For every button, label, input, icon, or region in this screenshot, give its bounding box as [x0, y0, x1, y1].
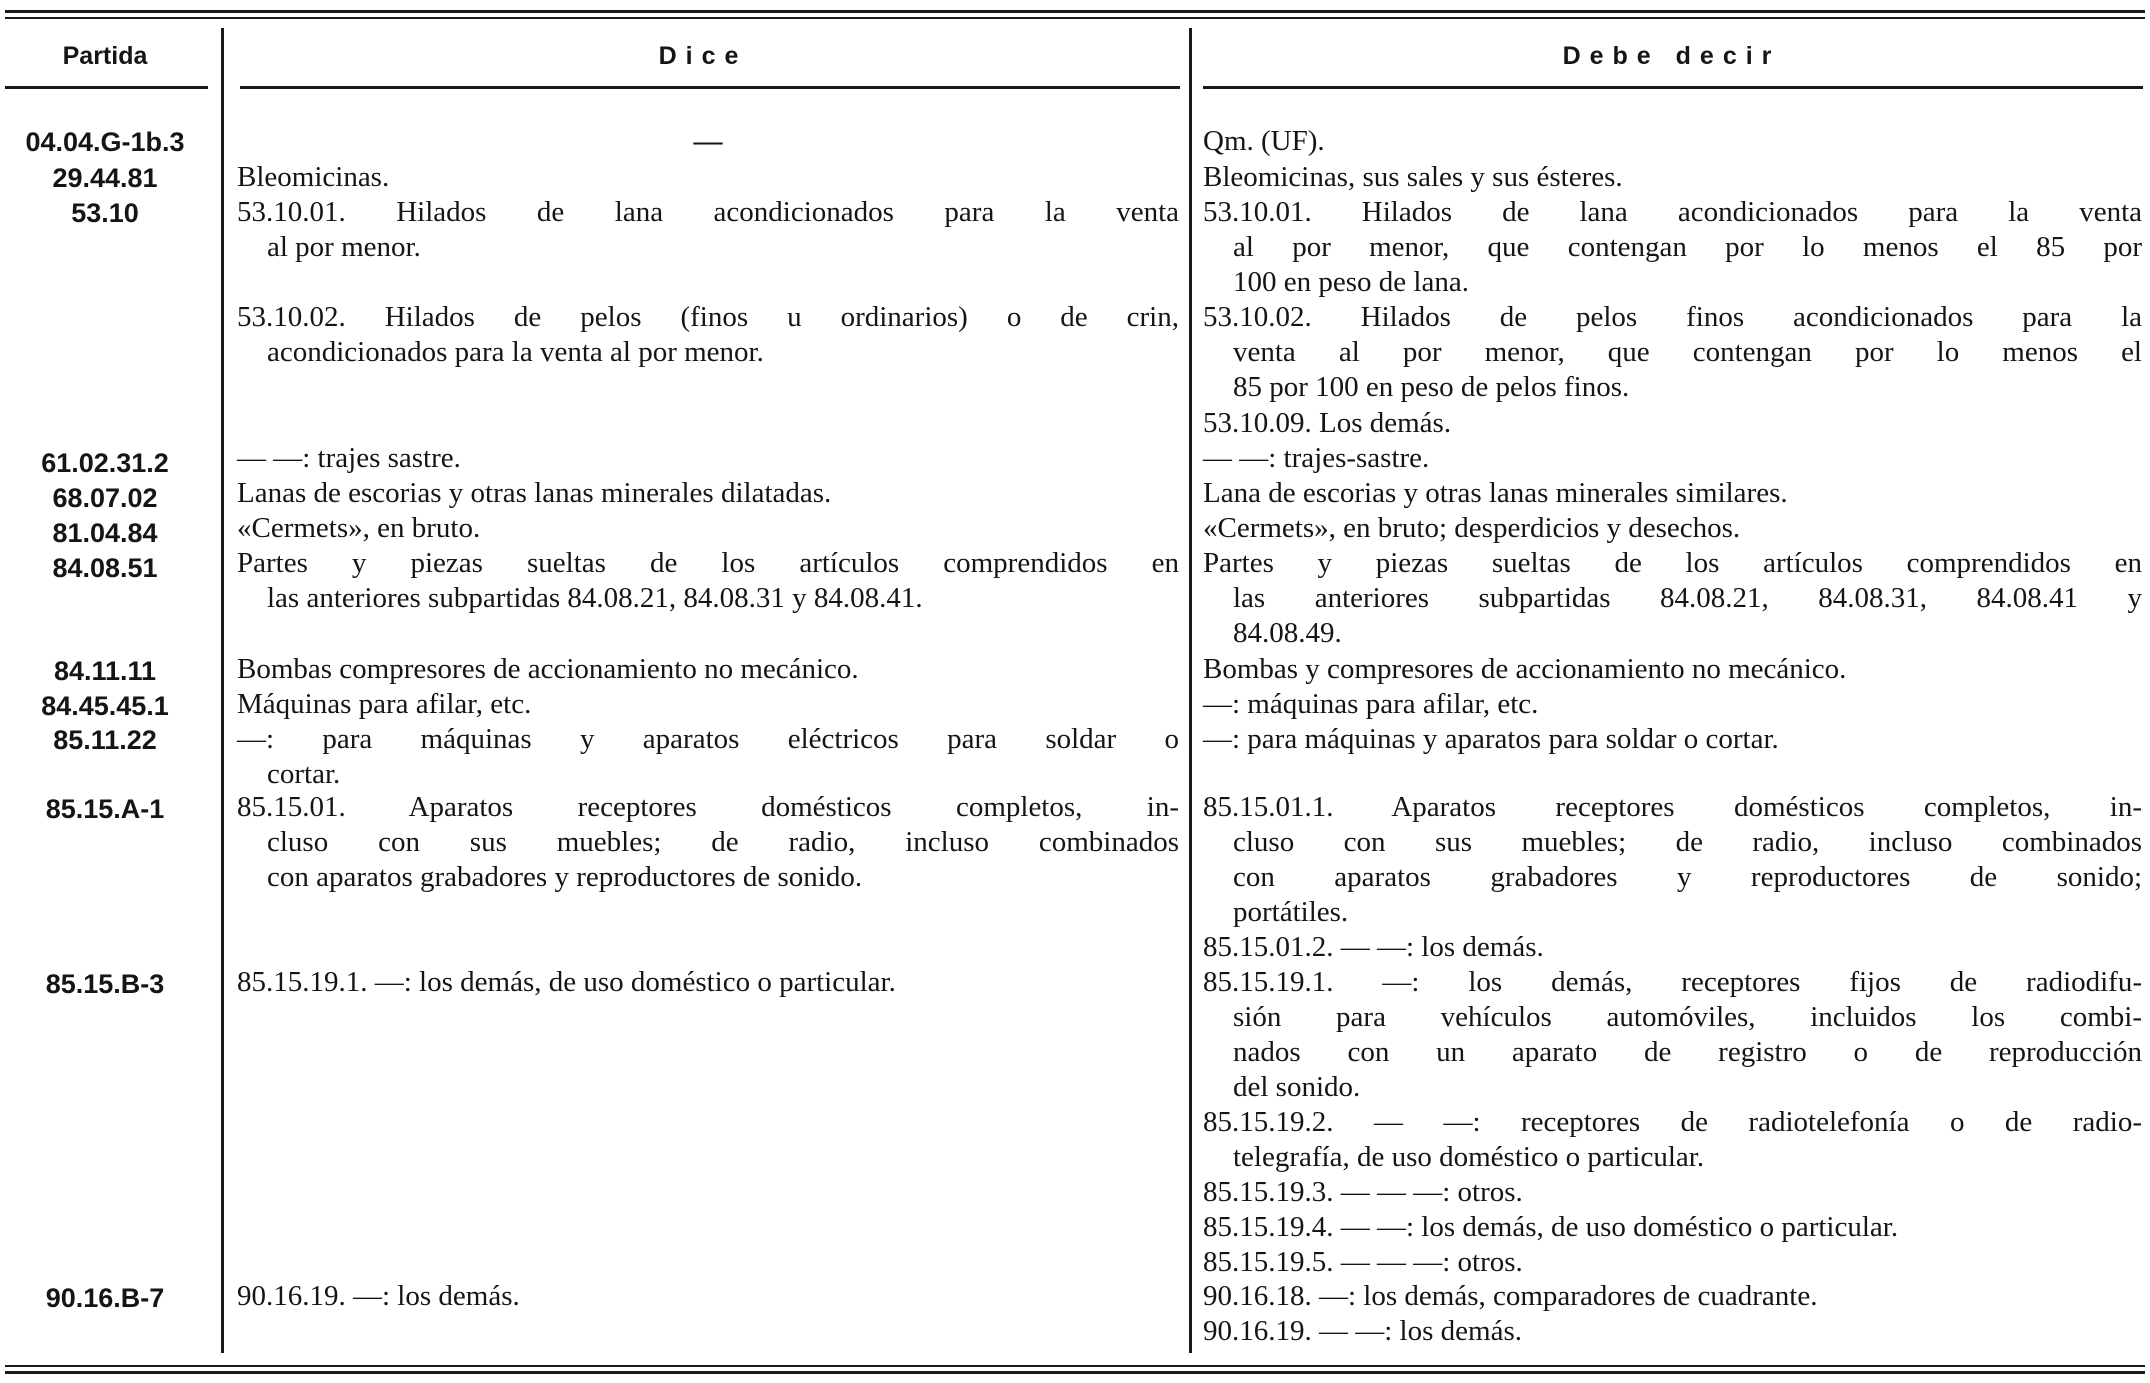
column-divider-right	[1189, 28, 1192, 1353]
entry-line: las anteriores subpartidas 84.08.21, 84.08.31 y 84.08.41.	[267, 582, 923, 614]
header-debe-decir: Debe decir	[1562, 42, 1781, 70]
debe-entry	[1203, 441, 2142, 476]
entry-text: 85.15.01.2. — —: los demás.	[1203, 931, 1544, 963]
entry-line: 53.10.01. Hilados de lana acondicionados para la venta	[1203, 196, 2142, 228]
entry-text: Bombas y compresores de accionamiento no mecánico.	[1203, 653, 1847, 685]
entry-text: Máquinas para afilar, etc.	[237, 688, 532, 720]
debe-entry	[1203, 476, 2142, 511]
debe-entry	[1203, 300, 2142, 405]
debe-entry	[1203, 1314, 2142, 1349]
entry-text: Qm. (UF).	[1203, 125, 1325, 157]
dice-entry	[237, 476, 1179, 511]
debe-entry	[1203, 722, 2142, 757]
entry-text: 90.16.18. —: los demás, comparadores de cuadrante.	[1203, 1280, 1818, 1312]
entry-line: 84.08.49.	[1233, 617, 1342, 649]
entry-line: portátiles.	[1233, 896, 1349, 928]
dice-entry	[237, 300, 1179, 370]
dice-entry	[237, 441, 1179, 476]
dice-entry-dash: —	[693, 125, 723, 157]
entry-line: 85 por 100 en peso de pelos finos.	[1233, 371, 1630, 403]
entry-line: al por menor.	[267, 231, 421, 263]
debe-entry	[1203, 511, 2142, 546]
entry-line: nados con un aparato de registro o de reproducción	[1233, 1036, 2142, 1068]
partida-column	[0, 0, 210, 1383]
entry-text: —: máquinas para afilar, etc.	[1203, 688, 1539, 720]
entry-text: — —: trajes-sastre.	[1203, 442, 1430, 474]
debe-entry	[1203, 1245, 2142, 1280]
entry-text: 85.15.19.3. — — —: otros.	[1203, 1176, 1523, 1208]
entry-line: 53.10.02. Hilados de pelos finos acondicionados para la	[1203, 301, 2142, 333]
entry-line: telegrafía, de uso doméstico o particular.	[1233, 1141, 1705, 1173]
entry-text: —: para máquinas y aparatos para soldar o cortar.	[1203, 723, 1779, 755]
debe-entry	[1203, 1210, 2142, 1245]
entry-line: 53.10.02. Hilados de pelos (finos u ordinarios) o de crin,	[237, 301, 1179, 333]
entry-line: —: para máquinas y aparatos eléctricos para soldar o	[237, 723, 1179, 755]
entry-line: Partes y piezas sueltas de los artículos comprendidos en	[1203, 547, 2142, 579]
entry-text: 90.16.19. —: los demás.	[237, 1280, 520, 1312]
entry-text: — —: trajes sastre.	[237, 442, 461, 474]
entry-line: acondicionados para la venta al por menor.	[267, 336, 764, 368]
entry-line: 85.15.01.1. Aparatos receptores domésticos completos, in-	[1203, 791, 2142, 823]
entry-line: con aparatos grabadores y reproductores de sonido.	[267, 861, 863, 893]
partida-code: 90.16.B-7	[45, 1283, 165, 1313]
entry-line: sión para vehículos automóviles, incluidos los combi-	[1233, 1001, 2142, 1033]
dice-column	[237, 0, 1179, 1383]
partida-code: 85.15.A-1	[45, 794, 165, 824]
debe-entry	[1203, 546, 2142, 651]
dice-entry	[237, 546, 1179, 616]
debe-entry	[1203, 965, 2142, 1105]
entry-text: Lanas de escorias y otras lanas minerales dilatadas.	[237, 477, 832, 509]
entry-text: «Cermets», en bruto.	[237, 512, 481, 544]
debe-entry	[1203, 790, 2142, 930]
entry-text: 90.16.19. — —: los demás.	[1203, 1315, 1522, 1347]
dice-entry	[237, 687, 1179, 722]
entry-text: Bombas compresores de accionamiento no mecánico.	[237, 653, 859, 685]
header-partida: Partida	[62, 42, 148, 70]
debe-entry	[1203, 930, 2142, 965]
header-dice: Dice	[658, 42, 748, 70]
debe-entry	[1203, 652, 2142, 687]
entry-line: las anteriores subpartidas 84.08.21, 84.08.31, 84.08.41 y	[1233, 582, 2142, 614]
dice-entry	[237, 790, 1179, 895]
entry-line: del sonido.	[1233, 1071, 1361, 1103]
dice-entry	[237, 1279, 1179, 1314]
debe-entry	[1203, 1105, 2142, 1175]
entry-line: venta al por menor, que contengan por lo menos el	[1233, 336, 2142, 368]
entry-line: con aparatos grabadores y reproductores de sonido;	[1233, 861, 2142, 893]
partida-code: 61.02.31.2	[41, 448, 169, 478]
partida-code: 84.45.45.1	[41, 691, 169, 721]
entry-text: «Cermets», en bruto; desperdicios y desechos.	[1203, 512, 1741, 544]
dice-entry	[237, 965, 1179, 1000]
dice-entry	[237, 511, 1179, 546]
entry-line: 53.10.01. Hilados de lana acondicionados para la venta	[237, 196, 1179, 228]
entry-line: al por menor, que contengan por lo menos el 85 por	[1233, 231, 2142, 263]
debe-entry	[1203, 1175, 2142, 1210]
entry-line: Partes y piezas sueltas de los artículos comprendidos en	[237, 547, 1179, 579]
partida-code: 53.10	[71, 198, 139, 228]
partida-code: 84.11.11	[53, 656, 157, 686]
dice-entry	[237, 652, 1179, 687]
partida-code: 04.04.G-1b.3	[25, 127, 185, 157]
partida-code: 84.08.51	[52, 553, 158, 583]
column-divider-left	[221, 28, 224, 1353]
entry-line: cluso con sus muebles; de radio, incluso combinados	[1233, 826, 2142, 858]
entry-line: 85.15.19.2. — —: receptores de radiotelefonía o de radio-	[1203, 1106, 2142, 1138]
entry-line: cortar.	[267, 758, 341, 790]
entry-text: 85.15.19.5. — — —: otros.	[1203, 1246, 1523, 1278]
entry-text: Bleomicinas.	[237, 161, 390, 193]
debe-entry	[1203, 124, 2142, 159]
partida-code: 81.04.84	[52, 518, 158, 548]
dice-entry	[237, 160, 1179, 195]
entry-text: 85.15.19.4. — —: los demás, de uso doméstico o particular.	[1203, 1211, 1899, 1243]
entry-line: cluso con sus muebles; de radio, incluso combinados	[267, 826, 1179, 858]
debe-decir-column	[1203, 0, 2142, 1383]
debe-entry	[1203, 687, 2142, 722]
dice-entry	[237, 195, 1179, 265]
partida-code: 85.15.B-3	[45, 969, 165, 999]
entry-line: 85.15.01. Aparatos receptores domésticos completos, in-	[237, 791, 1179, 823]
dice-entry	[237, 722, 1179, 792]
entry-text: Lana de escorias y otras lanas minerales similares.	[1203, 477, 1788, 509]
debe-entry	[1203, 406, 2142, 441]
partida-code: 29.44.81	[52, 163, 158, 193]
debe-entry	[1203, 1279, 2142, 1314]
partida-code: 85.11.22	[53, 725, 157, 755]
entry-line: 85.15.19.1. —: los demás, receptores fijos de radiodifu-	[1203, 966, 2142, 998]
entry-text: 85.15.19.1. —: los demás, de uso doméstico o particular.	[237, 966, 896, 998]
entry-text: Bleomicinas, sus sales y sus ésteres.	[1203, 161, 1623, 193]
entry-text: 53.10.09. Los demás.	[1203, 407, 1452, 439]
debe-entry	[1203, 195, 2142, 300]
partida-code: 68.07.02	[52, 483, 158, 513]
debe-entry	[1203, 160, 2142, 195]
entry-line: 100 en peso de lana.	[1233, 266, 1469, 298]
